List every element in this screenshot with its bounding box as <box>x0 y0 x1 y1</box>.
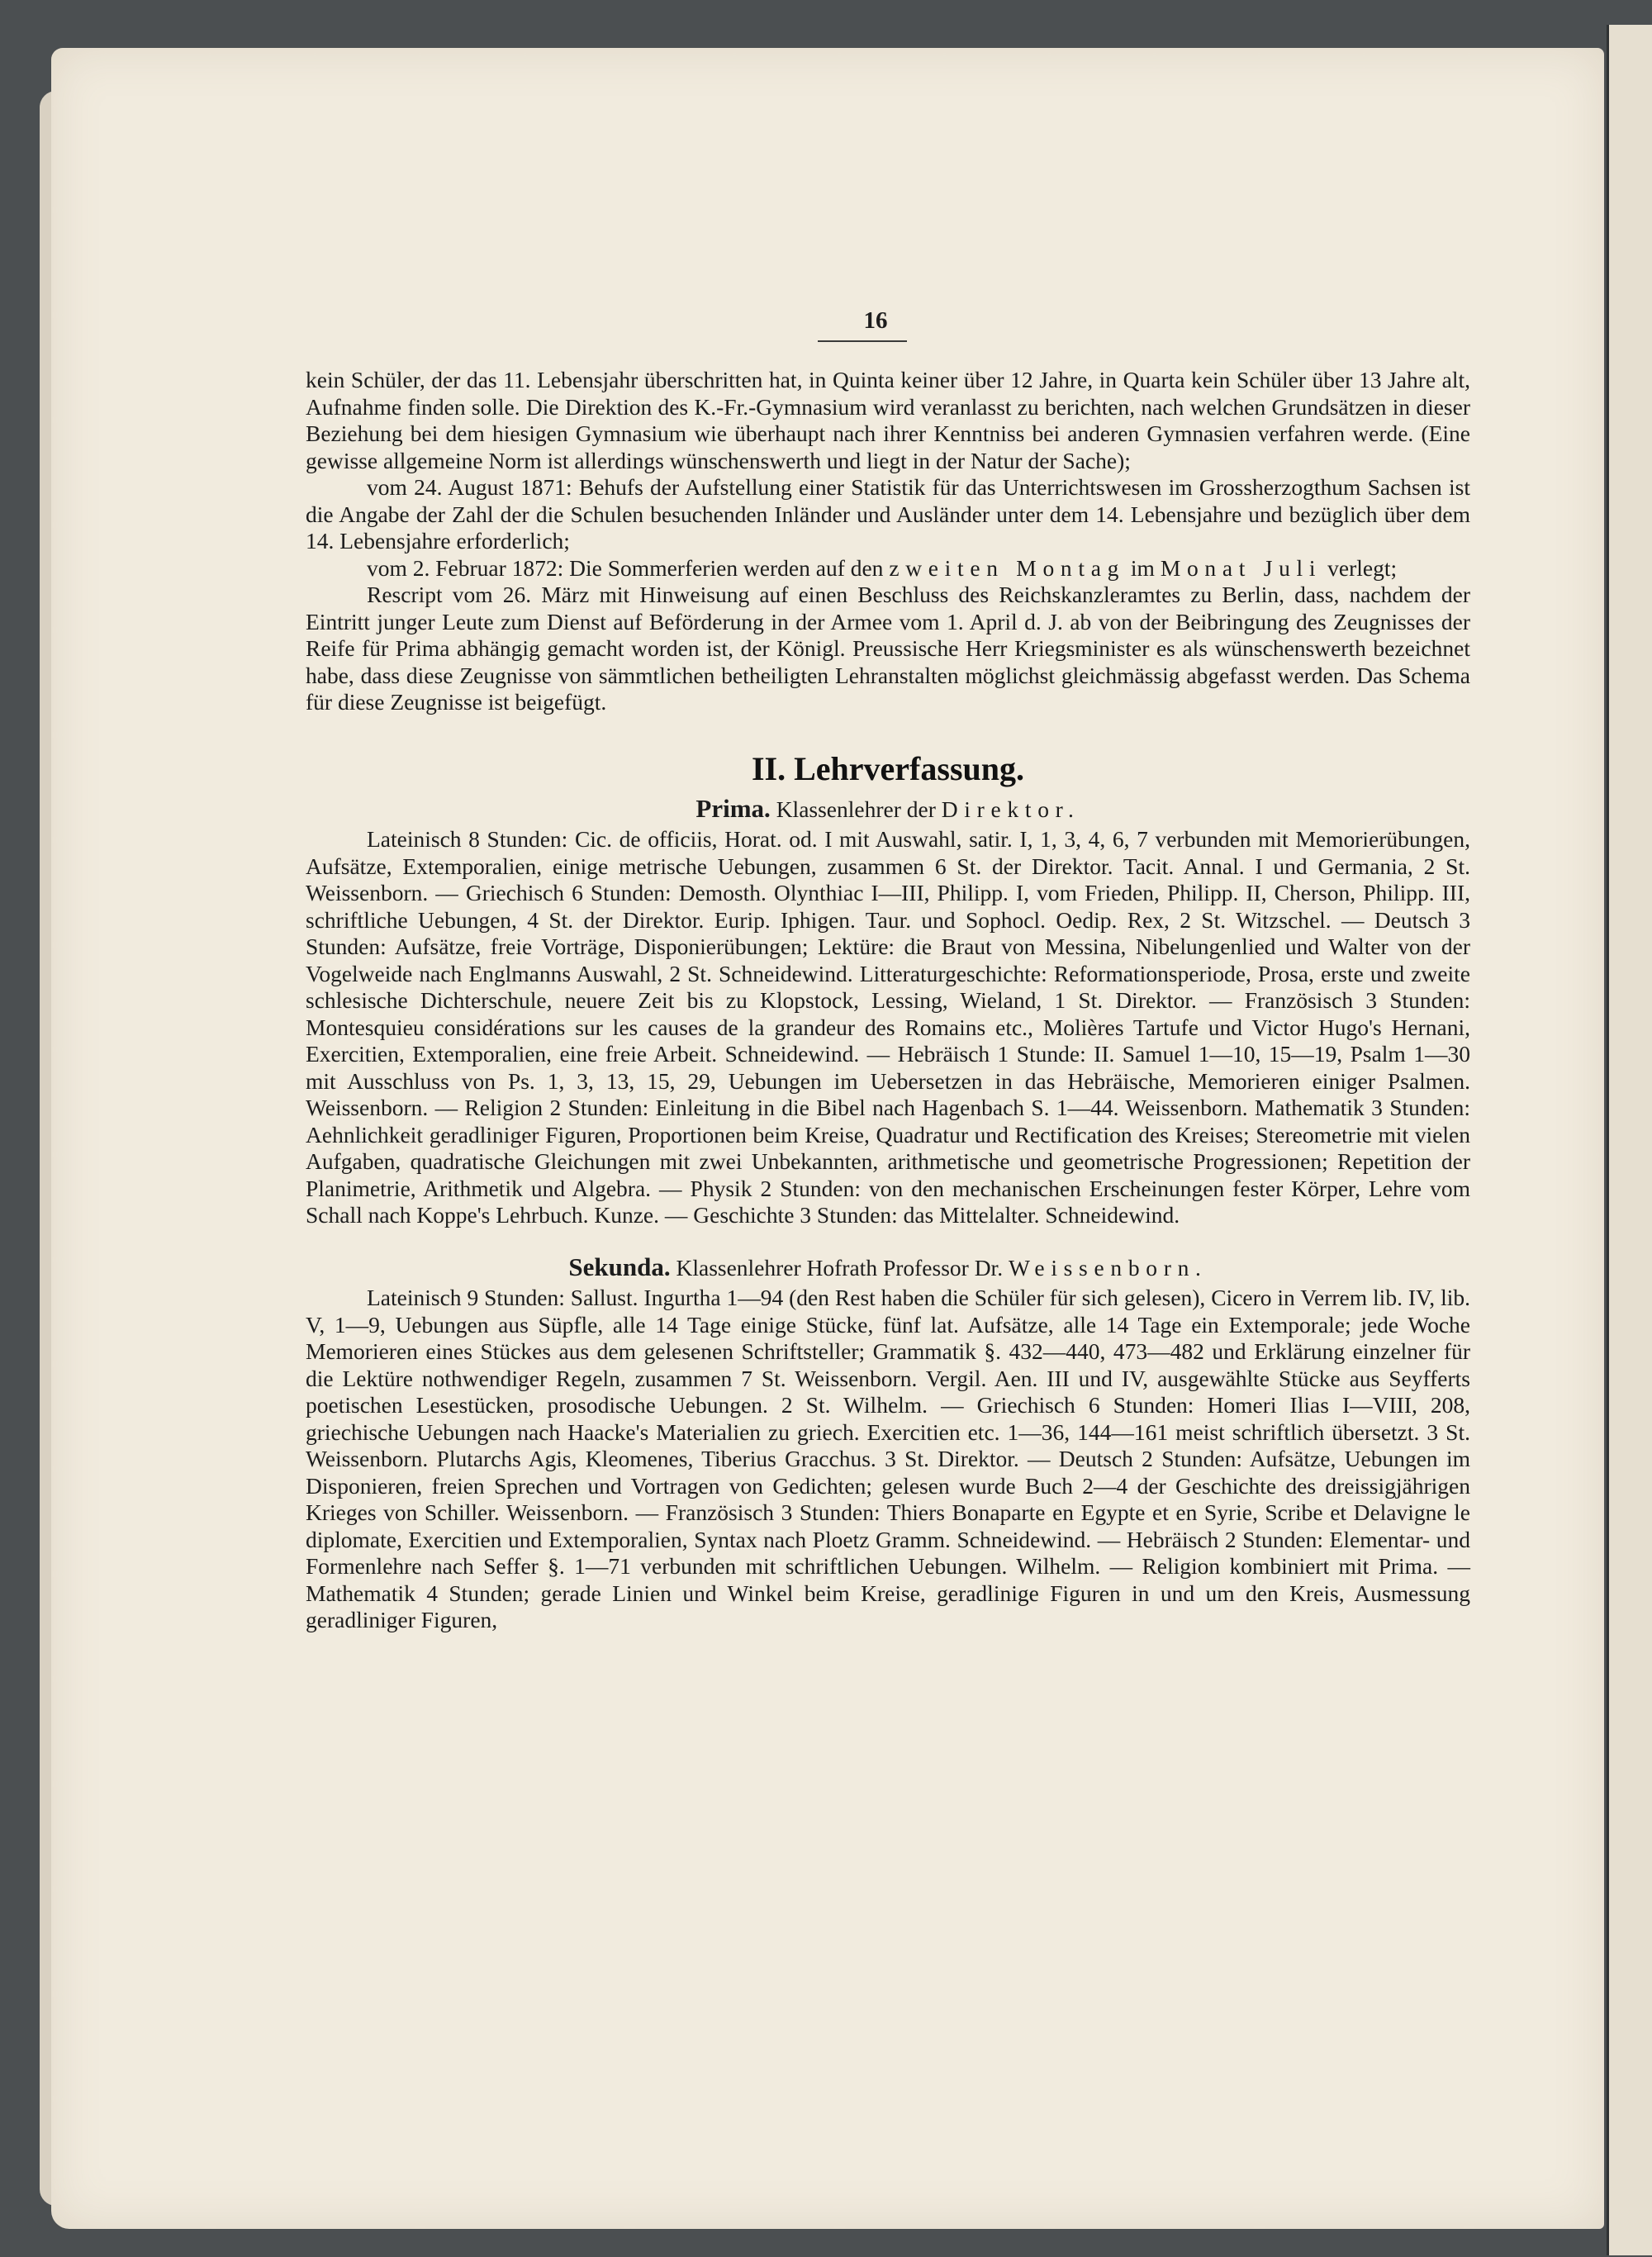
decree-text-after: verlegt; <box>1322 554 1398 581</box>
prima-teacher-name: Direktor. <box>941 796 1080 822</box>
page-text <box>306 367 1470 1634</box>
page-number-rule <box>818 340 907 342</box>
decree-emphasis-month: Monat Juli <box>1160 554 1322 581</box>
intro-paragraph-2: vom 24. August 1871: Behufs der Aufstellung einer Statistik für das Unterrichtswesen im Grossherzogthum Sachsen ist die Angabe der Zahl der die Schulen besuchenden Inländer und Ausländer unter dem 14. Lebensjahre und bezüglich über dem 14. Lebensjahre erforderlich; <box>306 474 1470 554</box>
sekunda-curriculum: Lateinisch 9 Stunden: Sallust. Ingurtha 1—94 (den Rest haben die Schüler für sich gelesen), Cicero in Verrem lib. IV, lib. V, 1—9, Uebungen aus Süpfle, alle 14 Tage einige Stücke, fünf lat. Aufsätze, alle 14 Tage ein Extemporale; jede Woche Memorieren eines Stückes aus dem gelesenen Schriftsteller; Grammatik §. 432—440, 473—482 und Erklärung einzelner für die Lektüre nothwendiger Regeln, zusammen 7 St. Weissenborn. Vergil. Aen. III und IV, ausgewählte Stücke aus Seyfferts poetischen Lesestücken, prosodische Uebungen. 2 St. Wilhelm. — Griechisch 6 Stunden: Homeri Ilias I—VIII, 208, griechische Uebungen nach Haacke's Materialien zu griech. Exercitien etc. 1—36, 144—161 meist schriftlich übersetzt. 3 St. Weissenborn. Plutarchs Agis, Kleomenes, Tiberius Gracchus. 3 St. Direktor. — Deutsch 2 Stunden: Aufsätze, Uebungen im Disponieren, freien Sprechen und Vortragen von Gedichten; gelesen wurde Buch 2—4 der Geschichte des dreissigjährigen Krieges von Schiller. Weissenborn. — Französisch 3 Stunden: Thiers Bonaparte en Egypte et en Syrie, Scribe et Delavigne le diplomate, Exercitien und Extemporalien, Syntax nach Ploetz Gramm. Schneidewind. — Hebräisch 2 Stunden: Elementar- und Formenlehre nach Seffer §. 1—71 verbunden mit schriftlichen Uebungen. Wilhelm. — Religion kombiniert mit Prima. — Mathematik 4 Stunden; gerade Linien und Winkel beim Kreise, geradlinige Figuren in und um den Kreis, Ausmessung geradliniger Figuren, <box>306 1285 1470 1632</box>
decree-text-middle: im <box>1125 554 1161 581</box>
sekunda-teacher-prefix: Klassenlehrer Hofrath Professor Dr. <box>670 1254 1009 1281</box>
page-number: 16 <box>863 307 888 334</box>
sekunda-teacher-name: Weissenborn. <box>1008 1254 1208 1281</box>
facing-page-edge <box>1607 25 1652 2255</box>
decree-february <box>306 555 1470 582</box>
sekunda-heading <box>306 1254 1470 1282</box>
decree-emphasis-day: zweiten Montag <box>889 554 1126 581</box>
sekunda-class-name: Sekunda. <box>568 1252 671 1281</box>
rescript-paragraph: Rescript vom 26. März mit Hinweisung auf einen Beschluss des Reichskanzleramtes zu Berlin, dass, nachdem der Eintritt junger Leute zum Dienst auf Beförderung in der Armee vom 1. April d. J. ab von der Beibringung des Zeugnisses der Reife für Prima abhängig gemacht worden ist, der Königl. Preussische Herr Kriegsminister es als wünschenswerth bezeichnet habe, dass diese Zeugnisse von sämmtlichen betheiligten Lehranstalten möglichst gleichmässig abgefasst werden. Das Schema für diese Zeugnisse ist beigefügt. <box>306 582 1470 715</box>
decree-text-before: vom 2. Februar 1872: Die Sommerferien werden auf den <box>367 554 890 581</box>
prima-curriculum: Lateinisch 8 Stunden: Cic. de officiis, Horat. od. I mit Auswahl, satir. I, 1, 3, 4, 6, 7 verbunden mit Memorierübungen, Aufsätze, Extemporalien, einige metrische Uebungen, zusammen 6 St. der Direktor. Tacit. Annal. I und Germania, 2 St. Weissenborn. — Griechisch 6 Stunden: Demosth. Olynthiac I—III, Philipp. I, vom Frieden, Philipp. II, Cherson, Philipp. III, schriftliche Uebungen, 4 St. der Direktor. Eurip. Iphigen. Taur. und Sophocl. Oedip. Rex, 2 St. Witzschel. — Deutsch 3 Stunden: Aufsätze, freie Vorträge, Disponierübungen; Lektüre: die Braut von Messina, Nibelungenlied und Walter von der Vogelweide nach Englmanns Auswahl, 2 St. Schneidewind. Litteraturgeschichte: Reformationsperiode, Prosa, erste und zweite schlesische Dichterschule, neuere Zeit bis zu Klopstock, Lessing, Wieland, 1 St. Direktor. — Französisch 3 Stunden: Montesquieu considérations sur les causes de la grandeur des Romains etc., Molières Tartufe und Victor Hugo's Hernani, Exercitien, Extemporalien, eine freie Arbeit. Schneidewind. — Hebräisch 1 Stunde: II. Samuel 1—10, 15—19, Psalm 1—30 mit Ausschluss von Ps. 1, 3, 13, 15, 29, Uebungen im Uebersetzen in das Hebräische, Memorieren einiger Psalmen. Weissenborn. — Religion 2 Stunden: Einleitung in die Bibel nach Hagenbach S. 1—44. Weissenborn. Mathematik 3 Stunden: Aehnlichkeit geradliniger Figuren, Proportionen beim Kreise, Quadratur und Rectification des Kreises; Stereometrie mit vielen Aufgaben, quadratische Gleichungen mit zwei Unbekannten, arithmetische und geometrische Progressionen; Repetition der Planimetrie, Arithmetik und Algebra. — Physik 2 Stunden: von den mechanischen Erscheinungen fester Körper, Lehre vom Schall nach Koppe's Lehrbuch. Kunze. — Geschichte 3 Stunden: das Mittelalter. Schneidewind. <box>306 826 1470 1228</box>
prima-teacher-prefix: Klassenlehrer der <box>770 796 942 822</box>
prima-class-name: Prima. <box>695 793 771 823</box>
prima-heading <box>306 793 1470 824</box>
section-title: II. Lehrverfassung. <box>751 749 1025 787</box>
intro-paragraph-1: kein Schüler, der das 11. Lebensjahr überschritten hat, in Quinta keiner über 12 Jahre, in Quarta kein Schüler über 13 Jahre alt, Aufnahme finden solle. Die Direktion des K.-Fr.-Gymnasium wird veranlasst zu berichten, nach welchen Grundsätzen in dieser Beziehung bei dem hiesigen Gymnasium wie überhaupt nach ihrer Kenntniss bei anderen Gymnasien verfahren werde. (Eine gewisse allgemeine Norm ist allerdings wünschenswerth und liegt in der Natur der Sache); <box>306 367 1470 473</box>
